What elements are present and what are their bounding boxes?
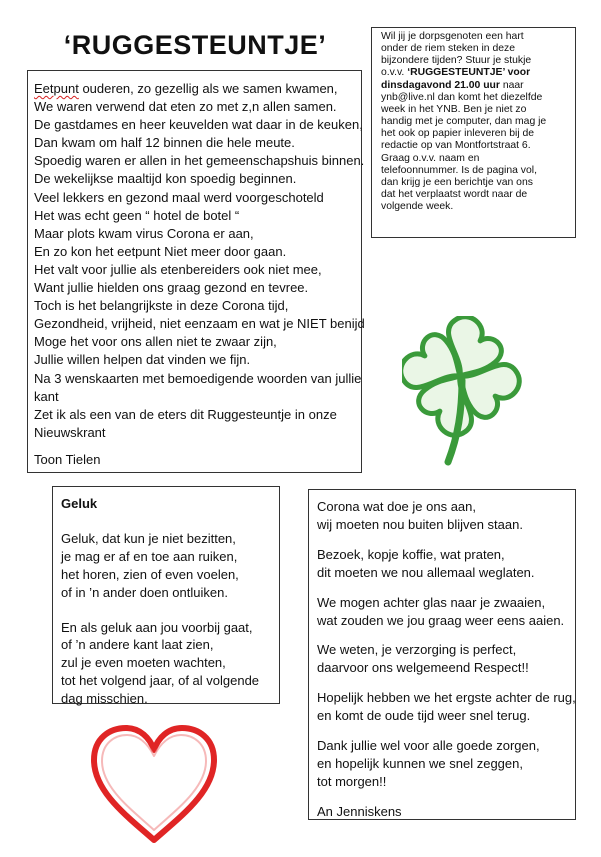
poem-line: Hopelijk hebben we het ergste achter de rug, [317,690,576,706]
poem-line: wij moeten nou buiten blijven staan. [317,516,523,532]
info-line: dan krijg je een berichtje van ons [381,176,533,188]
page-title: ‘RUGGESTEUNTJE’ [63,30,327,60]
main-poem-lines [34,80,365,442]
heart-outline-icon [88,722,220,846]
four-leaf-clover-icon [402,316,522,468]
poem-line: daarvoor ons welgemeend Respect!! [317,660,529,676]
poem-line: Bezoek, kopje koffie, wat praten, [317,546,505,562]
poem-line: Zet ik als een van de eters dit Ruggesteuntje in onze [34,406,337,422]
poem-line: Gezondheid, vrijheid, niet eenzaam en wat je NIET benijd [34,316,365,332]
poem-line: tot morgen!! [317,773,387,789]
info-line: week in het YNB. Ben je niet zo [381,103,527,115]
poem-line: dag misschien. [61,691,148,707]
poem-line: Nieuwskrant [34,424,106,440]
geluk-poem-box [52,486,280,707]
info-line: dat het verplaatst wordt naar de [381,189,528,201]
poem-line: Na 3 wenskaarten met bemoedigende woorden van jullie [34,370,362,386]
poem-line: of in ’n ander doen ontluiken. [61,584,228,600]
corona-poem-box [308,489,576,820]
poem-line: Eetpunt ouderen, zo gezellig als we samen kwamen, [34,81,338,96]
poem-line: dit moeten we nou allemaal weglaten. [317,564,535,580]
poem-line: Het was echt geen “ hotel de botel “ [34,207,240,223]
poem-line: We mogen achter glas naar je zwaaien, [317,594,546,610]
poem-line: en hopelijk kunnen we snel zeggen, [317,755,523,771]
info-line: bijzondere tijden? Stuur je stukje [381,55,532,67]
info-line: Wil jij je dorpsgenoten een hart [381,31,524,42]
poem-line: En als geluk aan jou voorbij gaat, [61,619,253,635]
info-line: redactie op van Montfortstraat 6. [381,140,531,152]
poem-line: De wekelijkse maaltijd kon spoedig beginnen. [34,171,297,187]
poem-line: tot het volgend jaar, of al volgende [61,673,260,689]
main-poem-author: Toon Tielen [34,451,101,467]
poem-line: je mag er af en toe aan ruiken, [61,548,238,564]
poem-line: Corona wat doe je ons aan, [317,499,476,514]
poem-line: wat zouden we jou graag weer eens aaien. [317,612,565,628]
poem-line: We weten, je verzorging is perfect, [317,642,517,658]
corona-poem-author: An Jenniskens [317,803,402,819]
info-line: het ook op papier inleveren bij de [381,128,535,140]
poem-line: of ’n andere kant laat zien, [61,637,214,653]
spell-flag-eetpunt: Eetpunt [34,81,79,96]
poem-line: Want jullie hielden ons graag gezond en tevree. [34,280,309,296]
info-line: onder de riem steken in deze [381,43,516,55]
main-poem-box [27,70,365,473]
info-line: handig met je computer, dan mag je [381,116,547,128]
poem-line: Jullie willen helpen dat vinden we fijn. [34,352,251,368]
poem-line: En zo kon het eetpunt Niet meer door gaan. [34,243,287,259]
info-line: telefoonnummer. Is de pagina vol, [381,164,537,176]
poem-line: Toch is het belangrijkste in deze Corona tijd, [34,298,289,314]
poem-line: Moge het voor ons allen niet te zwaar zijn, [34,334,277,350]
poem-line: het horen, zien of even voelen, [61,566,239,582]
poem-line: zul je even moeten wachten, [61,655,226,671]
info-line: ynb@live.nl dan komt het diezelfde [381,91,543,103]
poem-line: We waren verwend dat eten zo met z,n allen samen. [34,99,337,115]
info-line: dinsdagavond 21.00 uur naar [381,79,524,91]
info-line: Graag o.v.v. naam en [381,152,480,164]
poem-line: Spoedig waren er allen in het gemeenschapshuis binnen. [34,153,365,169]
poem-line: Geluk, dat kun je niet bezitten, [61,530,236,546]
poem-line: Dank jullie wel voor alle goede zorgen, [317,738,540,754]
poem-line: en komt de oude tijd weer snel terug. [317,708,531,724]
geluk-title: Geluk [61,496,98,511]
info-line: o.v.v. ‘RUGGESTEUNTJE’ voor [381,67,531,79]
info-line: volgende week. [381,201,454,213]
poem-line: Veel lekkers en gezond maal werd voorgeschoteld [34,189,324,205]
poem-line: kant [34,388,59,404]
poem-line: Het valt voor jullie als etenbereiders ook niet mee, [34,261,322,277]
poem-line: Maar plots kwam virus Corona er aan, [34,225,254,241]
poem-line: De gastdames en heer keuvelden wat daar in de keuken, [34,117,363,133]
poem-line: Dan kwam om half 12 binnen die hele meute. [34,135,295,151]
submission-info-box [371,27,576,238]
